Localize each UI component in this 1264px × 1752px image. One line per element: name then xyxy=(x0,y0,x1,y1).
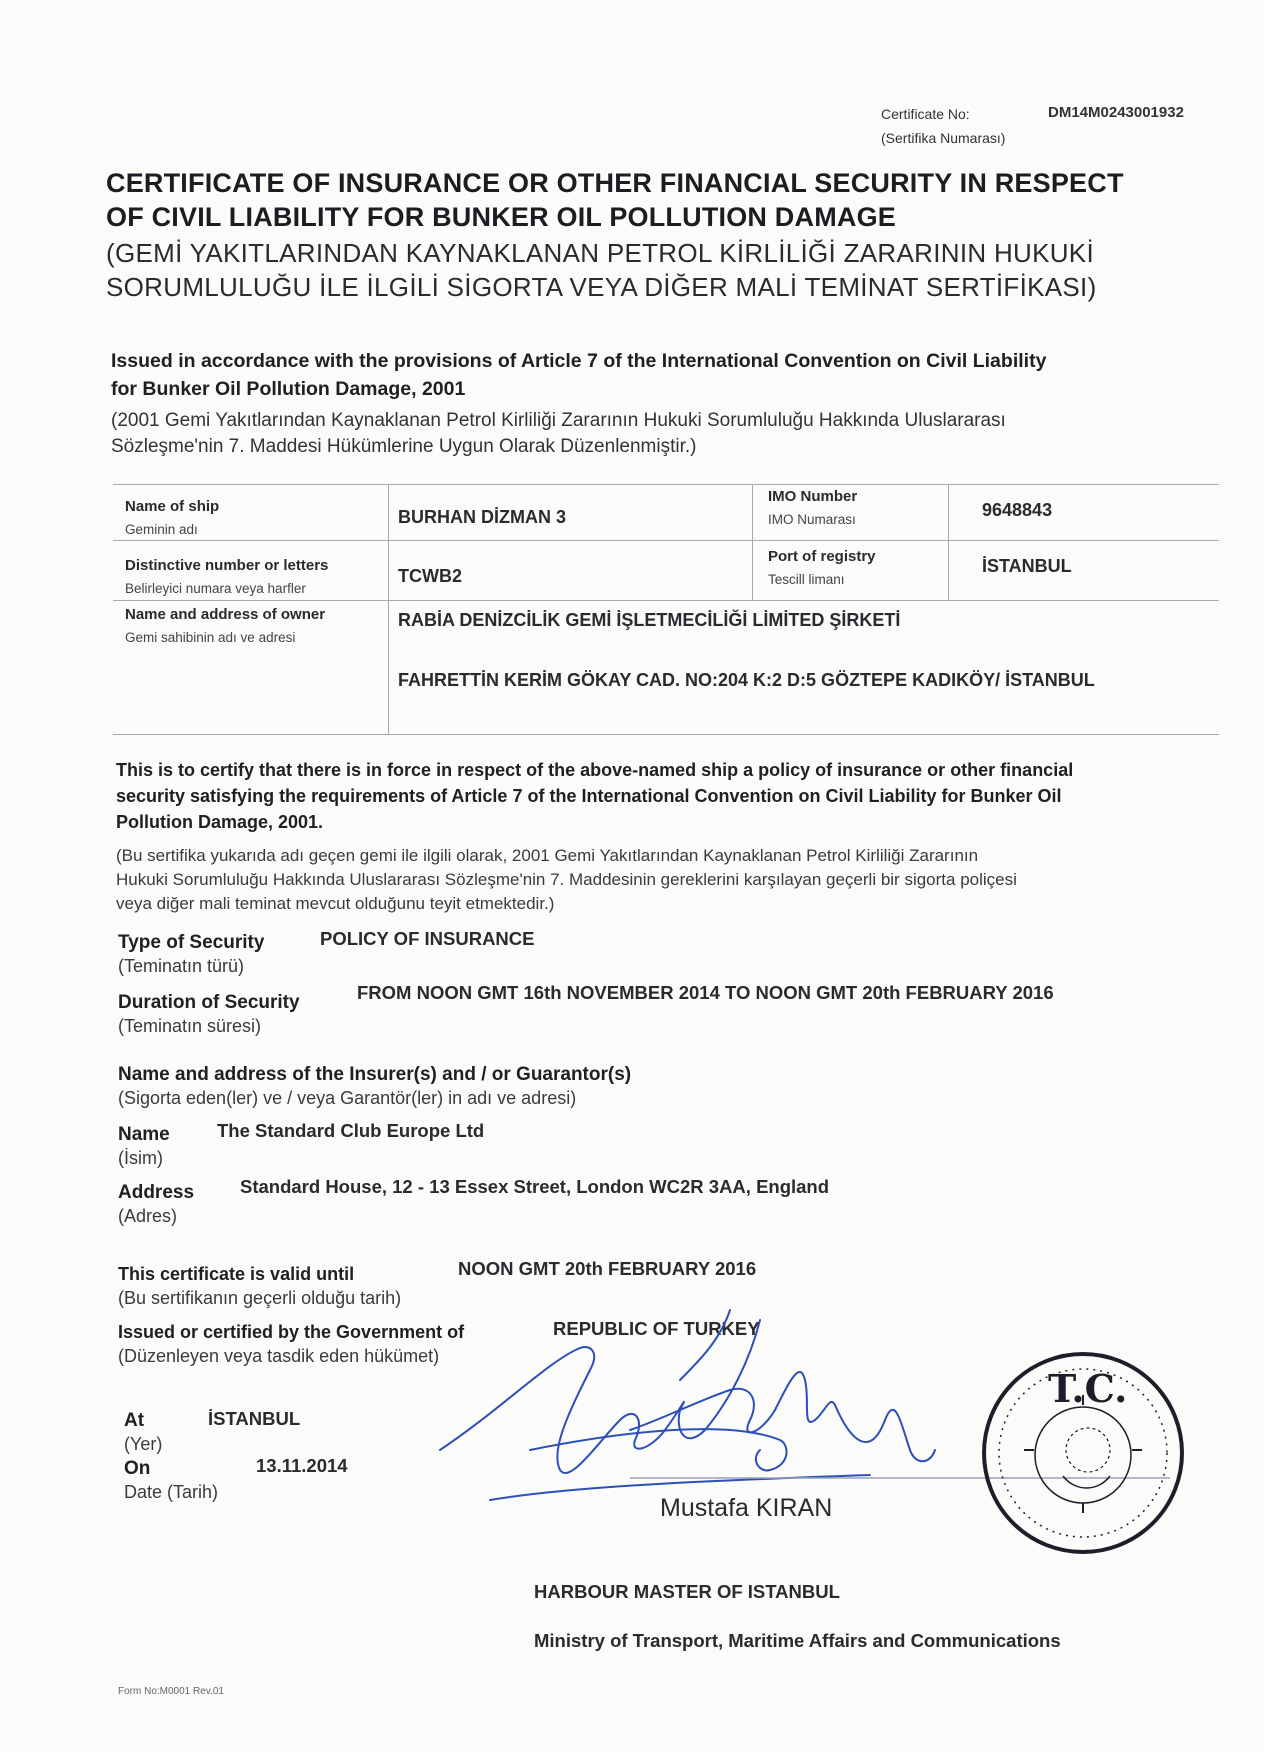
table-col-rule-2 xyxy=(752,484,753,600)
ship-name-label: Name of ship xyxy=(125,498,220,515)
insurer-name-label-tr: (İsim) xyxy=(118,1148,163,1168)
stamp-text: T.C. xyxy=(1048,1366,1128,1411)
signatory-ministry: Ministry of Transport, Maritime Affairs and Communications xyxy=(534,1630,1061,1651)
issued-line-1: Issued in accordance with the provisions of Article 7 of the International Convention on Civil Liability xyxy=(111,350,1047,372)
signature-stamp-graphic xyxy=(430,1300,1190,1580)
at-label: At xyxy=(124,1410,145,1431)
insurer-name-value: The Standard Club Europe Ltd xyxy=(217,1120,485,1141)
distinctive-label: Distinctive number or letters xyxy=(125,557,329,574)
port-value: İSTANBUL xyxy=(982,556,1072,576)
insurer-address-label: Address xyxy=(118,1182,195,1203)
imo-label: IMO Number xyxy=(768,488,858,505)
table-row-rule-1 xyxy=(113,540,1219,541)
form-number: Form No:M0001 Rev.01 xyxy=(118,1686,224,1697)
insurer-address-label-tr: (Adres) xyxy=(118,1206,178,1226)
insurer-heading: Name and address of the Insurer(s) and / or Guarantor(s) xyxy=(118,1064,632,1085)
on-value: 13.11.2014 xyxy=(256,1455,348,1476)
certificate-number-value: DM14M0243001932 xyxy=(1048,104,1184,121)
title-line-2: OF CIVIL LIABILITY FOR BUNKER OIL POLLUTION DAMAGE xyxy=(106,202,897,232)
at-value: İSTANBUL xyxy=(208,1408,301,1429)
table-row-rule-2 xyxy=(113,600,1219,601)
certify-line-3: Pollution Damage, 2001. xyxy=(116,812,324,832)
port-label-tr: Tescill limanı xyxy=(768,572,845,587)
type-of-security-label-tr: (Teminatın türü) xyxy=(118,956,245,976)
type-of-security-value: POLICY OF INSURANCE xyxy=(320,928,535,949)
table-bottom-rule xyxy=(113,734,1219,735)
certificate-number-label: Certificate No: xyxy=(881,106,970,122)
certify-tr-line-2: Hukuki Sorumluluğu Hakkında Uluslararası Sözleşme'nin 7. Maddesinin gereklerini karşılayan geçerli bir sigorta poliçesi xyxy=(116,870,1017,889)
table-top-rule xyxy=(113,484,1219,485)
table-col-rule-1 xyxy=(388,484,389,734)
at-label-tr: (Yer) xyxy=(124,1434,163,1454)
signatory-name: Mustafa KIRAN xyxy=(660,1494,833,1522)
certify-tr-line-1: (Bu sertifika yukarıda adı geçen gemi ile ilgili olarak, 2001 Gemi Yakıtlarından Kaynaklanan Petrol Kirliliği Zararının xyxy=(116,846,979,865)
duration-value: FROM NOON GMT 16th NOVEMBER 2014 TO NOON GMT 20th FEBRUARY 2016 xyxy=(357,982,1054,1003)
imo-value: 9648843 xyxy=(982,500,1053,520)
port-label: Port of registry xyxy=(768,548,876,565)
certify-line-2: security satisfying the requirements of Article 7 of the International Convention on Civil Liability for Bunker Oil xyxy=(116,786,1062,806)
on-label: On xyxy=(124,1458,151,1479)
issued-tr-line-1: (2001 Gemi Yakıtlarından Kaynaklanan Petrol Kirliliği Zararının Hukuki Sorumluluğu Hakkında Uluslararası xyxy=(111,410,1006,431)
title-tr-line-1: (GEMİ YAKITLARINDAN KAYNAKLANAN PETROL KİRLİLİĞİ ZARARININ HUKUKİ xyxy=(106,238,1094,268)
insurer-heading-tr: (Sigorta eden(ler) ve / veya Garantör(ler) in adı ve adresi) xyxy=(118,1088,577,1108)
valid-until-label-tr: (Bu sertifikanın geçerli olduğu tarih) xyxy=(118,1288,402,1308)
issued-by-value: REPUBLIC OF TURKEY xyxy=(553,1318,760,1339)
title-tr-line-2: SORUMLULUĞU İLE İLGİLİ SİGORTA VEYA DİĞER MALİ TEMİNAT SERTİFİKASI) xyxy=(106,272,1097,302)
distinctive-value: TCWB2 xyxy=(398,566,462,586)
table-col-rule-3 xyxy=(948,484,949,600)
insurer-name-label: Name xyxy=(118,1124,170,1145)
certify-tr-line-3: veya diğer mali teminat mevcut olduğunu teyit etmektedir.) xyxy=(116,894,555,913)
issued-tr-line-2: Sözleşme'nin 7. Maddesi Hükümlerine Uygun Olarak Düzenlenmiştir.) xyxy=(111,436,697,457)
valid-until-value: NOON GMT 20th FEBRUARY 2016 xyxy=(458,1258,757,1279)
distinctive-label-tr: Belirleyici numara veya harfler xyxy=(125,581,306,596)
issued-by-label-tr: (Düzenleyen veya tasdik eden hükümet) xyxy=(118,1346,440,1366)
ship-name-value: BURHAN DİZMAN 3 xyxy=(398,507,566,527)
duration-label-tr: (Teminatın süresi) xyxy=(118,1016,262,1036)
owner-label: Name and address of owner xyxy=(125,606,326,623)
owner-label-tr: Gemi sahibinin adı ve adresi xyxy=(125,630,296,645)
signatory-title: HARBOUR MASTER OF ISTANBUL xyxy=(534,1581,840,1602)
issued-line-2: for Bunker Oil Pollution Damage, 2001 xyxy=(111,378,466,400)
type-of-security-label: Type of Security xyxy=(118,932,265,953)
valid-until-label: This certificate is valid until xyxy=(118,1264,355,1284)
issued-by-label: Issued or certified by the Government of xyxy=(118,1322,465,1342)
ship-name-label-tr: Geminin adı xyxy=(125,522,198,537)
handwritten-signature xyxy=(440,1310,935,1500)
imo-label-tr: IMO Numarası xyxy=(768,512,856,527)
owner-address-value: FAHRETTİN KERİM GÖKAY CAD. NO:204 K:2 D:5 GÖZTEPE KADIKÖY/ İSTANBUL xyxy=(398,670,1095,690)
on-label-tr: Date (Tarih) xyxy=(124,1482,219,1502)
owner-name-value: RABİA DENİZCİLİK GEMİ İŞLETMECİLİĞİ LİMİTED ŞİRKETİ xyxy=(398,610,901,630)
title-line-1: CERTIFICATE OF INSURANCE OR OTHER FINANCIAL SECURITY IN RESPECT xyxy=(106,168,1124,198)
certify-line-1: This is to certify that there is in force in respect of the above-named ship a policy of insurance or other financial xyxy=(116,760,1074,780)
certificate-number-label-tr: (Sertifika Numarası) xyxy=(881,130,1006,146)
insurer-address-value: Standard House, 12 - 13 Essex Street, London WC2R 3AA, England xyxy=(240,1176,830,1197)
duration-label: Duration of Security xyxy=(118,992,300,1013)
